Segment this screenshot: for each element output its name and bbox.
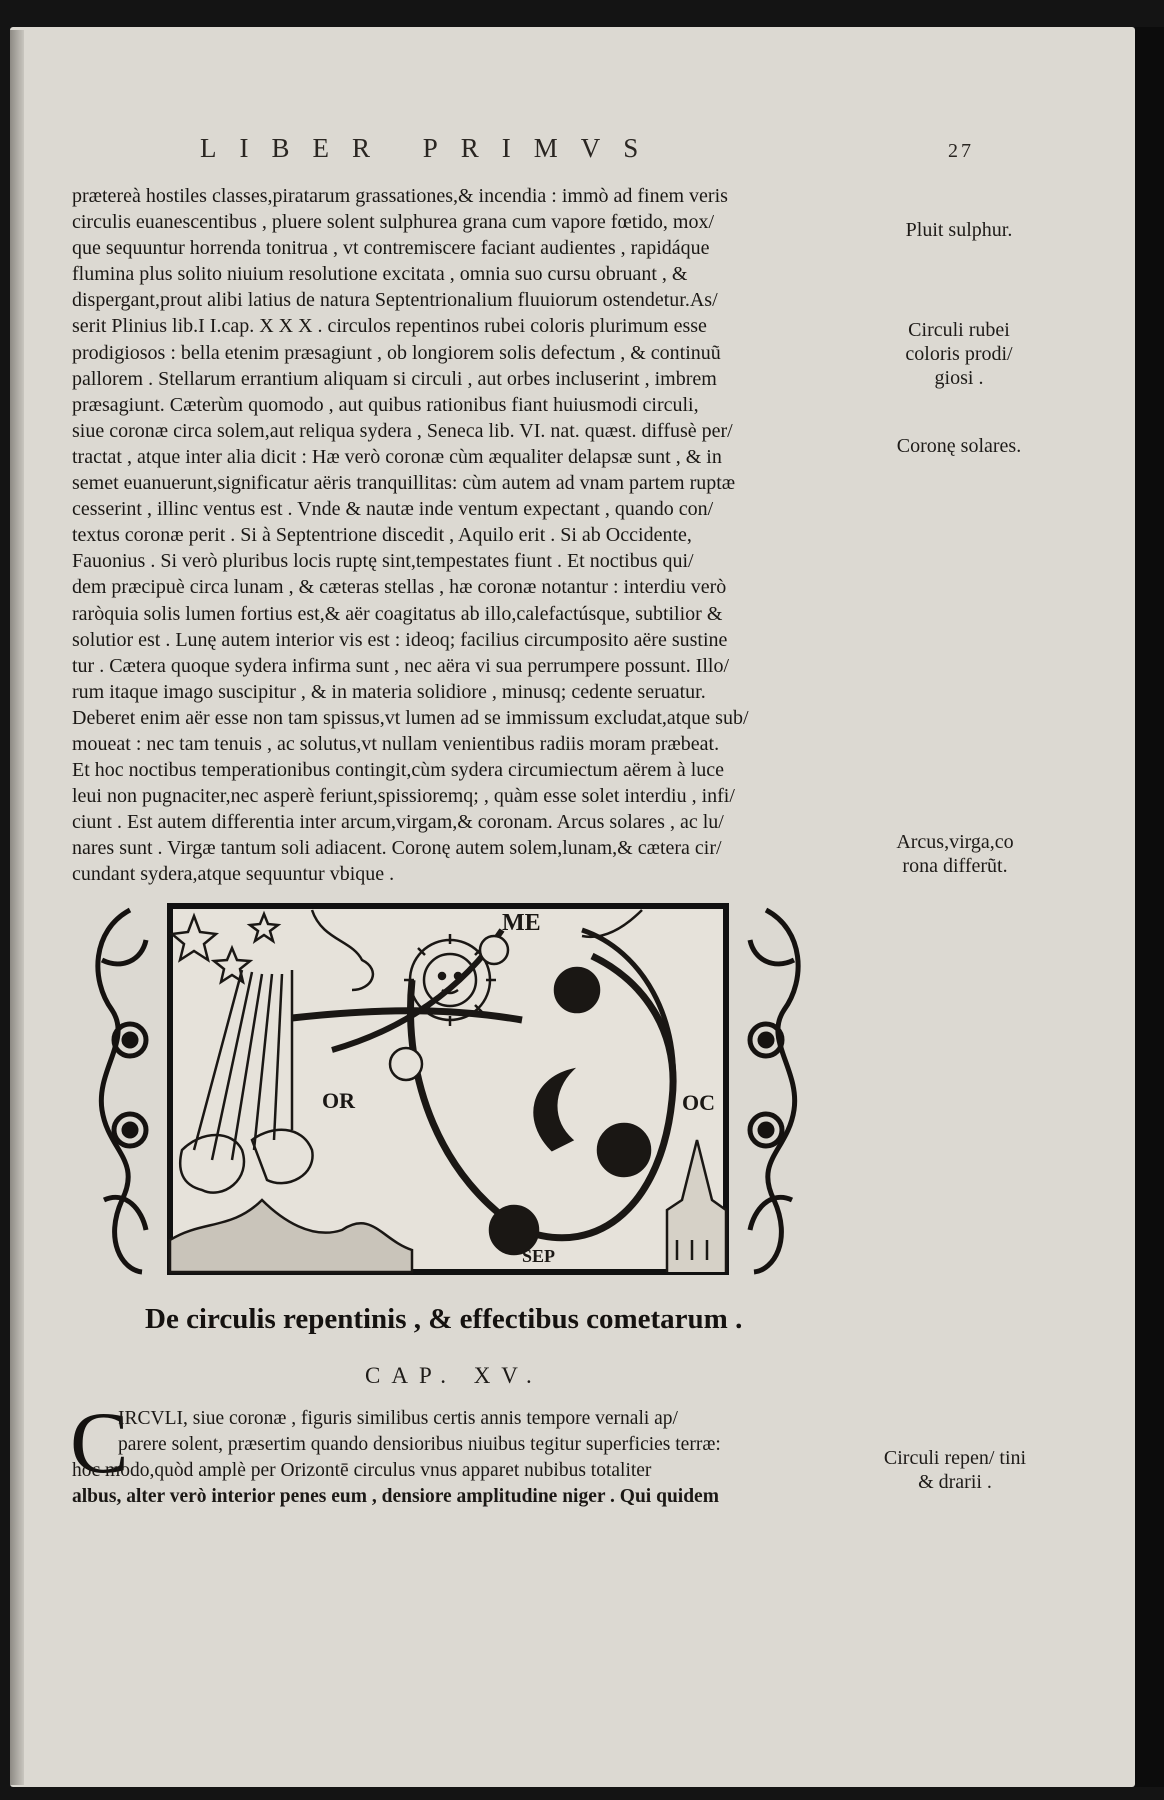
text-line: siue coronæ circa solem,aut reliqua sydera , Seneca lib. VI. nat. quæst. diffusè per/ (72, 419, 733, 442)
sidenote-arcus-virga: Arcus,virga,co rona differũt. (896, 831, 1014, 877)
mock-sun-disc (598, 1124, 650, 1176)
text-line: IRCVLI, siue coronæ , figuris similibus certis annis tempore vernali ap/ (118, 1408, 678, 1429)
text-line: tractat , atque inter alia dicit : Hæ verò coronæ cùm æqualiter delapsæ sunt , & in (72, 445, 722, 468)
text-line: flumina plus solito niuium resolutione excitata , omnia suo cursu obruant , & (72, 263, 688, 286)
section-heading: De circulis repentinis , & effectibus cometarum . (145, 1303, 743, 1335)
text-line: que sequuntur horrenda tonitrua , vt contremiscere faciant audientes , rapidáque (72, 237, 710, 260)
text-line: prodigiosos : bella etenim præsagiunt , ob longiorem solis defectum , & continuũ (72, 341, 721, 364)
main-text-block (72, 183, 872, 888)
chapter-text-block (72, 1406, 878, 1510)
right-ornament (750, 910, 798, 1272)
running-head: LIBER PRIMVS (200, 133, 662, 163)
sidenote-pluit-sulphur: Pluit sulphur. (905, 219, 1013, 241)
text-line: cundant sydera,atque sequuntur vbique . (72, 863, 395, 886)
label-oc: OC (682, 1090, 715, 1115)
left-ornament (98, 910, 146, 1272)
text-line: parere solent, præsertim quando densioribus niuibus tegitur superficies terræ: (118, 1434, 721, 1455)
text-line: Deberet enim aër esse non tam spissus,vt lumen ad se immissum excludat,atque sub/ (72, 706, 749, 729)
ring-disc (390, 1048, 422, 1080)
label-me: ME (502, 910, 541, 936)
text-line: nares sunt . Virgæ tantum soli adiacent. Coronę autem solem,lunam,& cætera cir/ (72, 837, 722, 860)
text-line: moueat : nec tam tenuis , ac solutus,vt nullam venientibus radiis moram præbeat. (72, 732, 720, 755)
text-line: præsagiunt. Cæterùm quomodo , aut quibus rationibus fiant huiusmodi circuli, (72, 393, 699, 416)
text-line: dispergant,prout alibi latius de natura Septentrionalium fluuiorum ostendetur.As/ (72, 289, 718, 312)
text-line: dem præcipuè circa lunam , & cæteras stellas , hæ coronæ notantur : interdiu verò (72, 576, 727, 599)
text-line: ciunt . Est autem differentia inter arcum,virgam,& coronam. Arcus solares , ac lu/ (72, 811, 724, 834)
text-line: albus, alter verò interior penes eum , densiore amplitudine niger . Qui quidem (72, 1486, 719, 1507)
text-line: tur . Cætera quoque sydera infirma sunt , nec aëra vi sua perrumpere possunt. Illo/ (72, 654, 730, 677)
text-line: Et hoc noctibus temperationibus contingit,cùm sydera circumiectum aërem à luce (72, 759, 725, 782)
sidenote-coronae-solares: Coronę solares. (896, 435, 1022, 457)
page-number: 27 (948, 140, 974, 162)
text-line: cesserint , illinc ventus est . Vnde & nautæ inde ventum expectant , quando con/ (72, 498, 714, 521)
text-line: prætereà hostiles classes,piratarum grassationes,& incendia : immò ad finem veris (72, 185, 728, 207)
text-line: circulis euanescentibus , pluere solent sulphurea grana cum vapore fœtido, mox/ (72, 211, 715, 234)
text-line: rum itaque imago suscipitur , & in materia solidiore , minusq; cedente seruatur. (72, 680, 706, 703)
label-or: OR (322, 1088, 355, 1113)
chapter-number: CAP. XV. (365, 1363, 543, 1388)
text-line: raròquia solis lumen fortius est,& aër coagitatus ab illo,calefactúsque, subtilior & (72, 602, 723, 625)
sidenote-circuli-rubei: Circuli rubei coloris prodi/ giosi . (905, 319, 1013, 389)
page-gutter (10, 30, 24, 1785)
text-line: semet euanuerunt,significatur aëris tranquillitas: cùm autem ad vnam partem ruptæ (72, 472, 736, 495)
sidenote-circuli-repentini: Circuli repen/ tini & drarii . (883, 1447, 1027, 1493)
text-line: Fauonius . Si verò pluribus locis ruptę sint,tempestates fiunt . Et noctibus qui/ (72, 550, 694, 573)
text-line: hoc modo,quòd amplè per Orizontē circulus vnus apparet nubibus totaliter (72, 1460, 652, 1481)
text-line: textus coronæ perit . Si à Septentrione discedit , Aquilo erit . Si ab Occidente, (72, 524, 692, 547)
text-line: leui non pugnaciter,nec asperè feriunt,spissioremq; , quàm esse solet interdiu , infi/ (72, 785, 735, 808)
text-line: solutior est . Lunę autem interior vis est : ideoq; facilius circumposito aëre sustine (72, 628, 728, 651)
page-shadow (1135, 27, 1164, 1787)
woodcut-illustration (82, 900, 814, 1278)
label-sep: SEP (522, 1246, 556, 1266)
mock-sun-disc (555, 968, 599, 1012)
ring-disc (480, 936, 508, 964)
drop-capital: C (70, 1395, 129, 1492)
text-line: pallorem . Stellarum errantium aliquam si circuli , aut orbes incluserint , imbrem (72, 367, 717, 390)
text-line: serit Plinius lib.I I.cap. X X X . circulos repentinos rubei coloris plurimum esse (72, 315, 707, 338)
